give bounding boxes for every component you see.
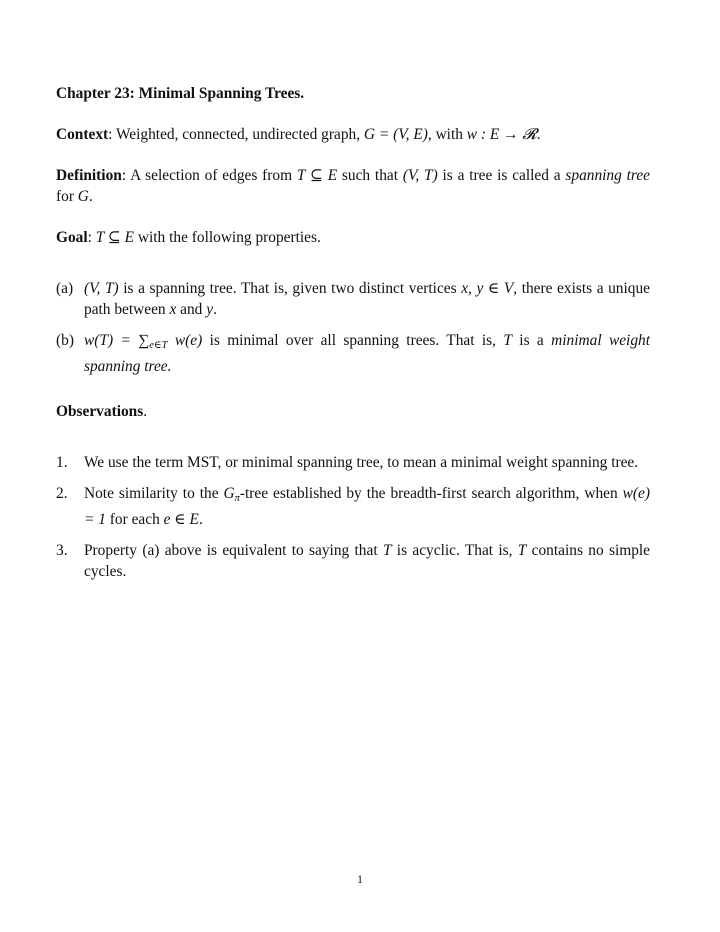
definition-label: Definition [56,167,122,184]
observation-number: 1. [56,454,68,471]
observation-number: 3. [56,542,68,559]
math-weight-function: w : E → 𝓡 [466,126,537,143]
chapter-title: Chapter 23: Minimal Spanning Trees. [56,85,305,102]
goal-paragraph: Goal: T ⊆ E with the following properties. [56,229,321,246]
property-label: (b) [56,332,74,349]
minimal-weight-spanning-tree-term: minimal weight spanning tree. [84,332,650,375]
context-paragraph: Context: Weighted, connected, undirected graph, G = (V, E), with w : E → 𝓡. [56,126,541,143]
property-item: (b) $w(T) = \sum_{e\in T}$ w(e) is minimal over all spanning trees. That is, T is a minimal weight spanning tree. [56,332,650,375]
observations-list [56,452,650,582]
observation-item: 1. We use the term MST, or minimal spanning tree, to mean a minimal weight spanning tree. [56,454,639,471]
observation-item: 2. Note similarity to the $G_\pi$-tree established by the breadth-first search algorithm, when w(e) = 1 for each e ∈ E. [56,485,650,528]
observation-item: 3. Property (a) above is equivalent to saying that T is acyclic. That is, T contains no simple cycles. [56,542,650,580]
spanning-tree-term: spanning tree [565,167,650,184]
context-label: Context [56,126,109,143]
math-graph: G = (V, E) [363,126,428,143]
observations-heading: Observations. [56,403,148,420]
definition-paragraph: Definition: A selection of edges from T ⊆ E such that (V, T) is a tree is called a spanning tree for G. [56,167,650,205]
goal-label: Goal [56,229,88,246]
page-number: 1 [357,872,363,886]
property-label: (a) [56,280,74,297]
observation-number: 2. [56,485,68,502]
properties-list [56,278,650,377]
property-item: (a) (V, T) is a spanning tree. That is, given two distinct vertices x, y ∈ V, there exists a unique path between x and y. [56,280,650,318]
